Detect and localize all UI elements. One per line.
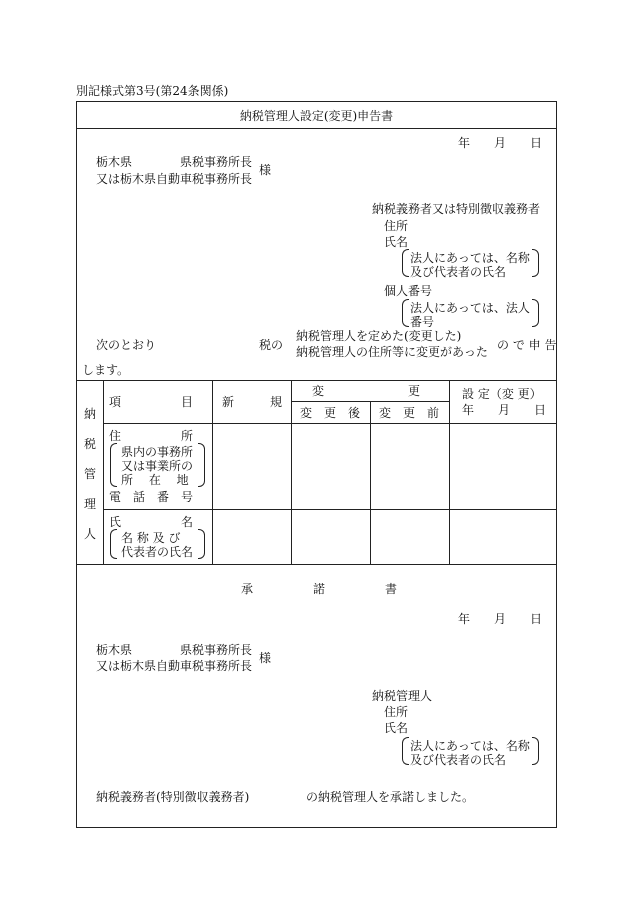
consent-title: 承 諾 書 bbox=[241, 582, 398, 596]
table-top-border bbox=[76, 380, 557, 381]
bracket-right bbox=[532, 299, 539, 327]
table-col-divider bbox=[103, 380, 104, 564]
bracket-left bbox=[402, 299, 409, 327]
row-name-note-1: 名 称 及 び bbox=[121, 531, 181, 545]
header-new: 新 規 bbox=[222, 395, 283, 409]
bracket-right bbox=[532, 737, 539, 765]
row-address-label: 住 所 bbox=[109, 429, 194, 443]
side-label-char: 納 bbox=[84, 407, 97, 421]
header-before: 変 更 前 bbox=[379, 406, 440, 420]
taxpayer-heading: 納税義務者又は特別徴収義務者 bbox=[372, 202, 541, 216]
taxpayer-name-label: 氏名 bbox=[384, 235, 409, 249]
agent-name-label: 氏名 bbox=[384, 721, 409, 735]
side-label-char: 管 bbox=[84, 467, 97, 481]
addressee-line2: 又は栃木県自動車税事務所長 bbox=[96, 172, 253, 186]
row-name-label: 氏 名 bbox=[109, 515, 194, 529]
consent-statement-b: の納税管理人を承諾しました。 bbox=[306, 790, 475, 804]
statement-end: します。 bbox=[82, 363, 130, 377]
consent-addressee-line2: 又は栃木県自動車税事務所長 bbox=[96, 659, 253, 673]
header-change: 変 更 bbox=[312, 384, 421, 398]
consent-addressee-line1: 栃木県 県税事務所長 bbox=[96, 643, 253, 657]
table-bottom-border bbox=[76, 564, 557, 565]
row-address-note-1: 県内の事務所 bbox=[121, 445, 194, 459]
bracket-right bbox=[198, 443, 205, 487]
addressee-line1: 栃木県 県税事務所長 bbox=[96, 155, 253, 169]
id-number-label: 個人番号 bbox=[384, 284, 433, 298]
form-title: 納税管理人設定(変更)申告書 bbox=[239, 109, 394, 123]
row-phone-label: 電 話 番 号 bbox=[109, 490, 194, 504]
header-date-1: 設 定（変 更） bbox=[462, 387, 542, 401]
statement-lead: 次のとおり bbox=[96, 338, 157, 352]
table-subheader-line bbox=[291, 401, 449, 402]
bracket-right bbox=[198, 529, 205, 559]
table-row-divider bbox=[103, 509, 557, 510]
side-label-char: 税 bbox=[84, 437, 97, 451]
row-name-note-2: 代表者の氏名 bbox=[121, 545, 194, 559]
bracket-left bbox=[402, 737, 409, 765]
table-col-divider bbox=[449, 380, 450, 564]
bracket-left bbox=[402, 249, 409, 277]
statement-option-1: 納税管理人を定めた(変更した) bbox=[296, 329, 462, 343]
table-col-divider bbox=[291, 380, 292, 564]
bracket-left bbox=[110, 443, 117, 487]
date-field: 年 月 日 bbox=[458, 136, 543, 150]
agent-address-label: 住所 bbox=[384, 705, 409, 719]
statement-tail: の で 申 告 bbox=[497, 338, 557, 352]
row-address-note-2: 又は事業所の bbox=[121, 459, 194, 473]
taxpayer-address-label: 住所 bbox=[384, 219, 409, 233]
consent-statement-a: 納税義務者(特別徴収義務者) bbox=[96, 790, 250, 804]
addressee-honorific: 様 bbox=[259, 163, 272, 177]
form-code: 別記様式第3号(第24条関係) bbox=[76, 84, 229, 98]
id-note-2: 番号 bbox=[410, 315, 435, 329]
id-note-1: 法人にあっては、法人 bbox=[410, 301, 530, 315]
table-col-divider bbox=[370, 401, 371, 564]
agent-corp-note-1: 法人にあっては、名称 bbox=[410, 739, 530, 753]
consent-date: 年 月 日 bbox=[458, 612, 543, 626]
row-address-note-3: 所 在 地 bbox=[121, 473, 189, 487]
table-header-bottom bbox=[103, 423, 557, 424]
taxpayer-corp-note-2: 及び代表者の氏名 bbox=[410, 265, 507, 279]
agent-corp-note-2: 及び代表者の氏名 bbox=[410, 753, 507, 767]
side-label-char: 人 bbox=[84, 527, 97, 541]
bracket-left bbox=[110, 529, 117, 559]
statement-tax: 税の bbox=[259, 338, 284, 352]
header-after: 変 更 後 bbox=[300, 406, 361, 420]
title-divider bbox=[76, 128, 557, 129]
statement-option-2: 納税管理人の住所等に変更があった bbox=[296, 345, 488, 359]
agent-heading: 納税管理人 bbox=[372, 689, 433, 703]
header-date-2: 年 月 日 bbox=[462, 403, 547, 417]
bracket-right bbox=[532, 249, 539, 277]
side-label-char: 理 bbox=[84, 497, 97, 511]
taxpayer-corp-note-1: 法人にあっては、名称 bbox=[410, 251, 530, 265]
header-item: 項 目 bbox=[109, 395, 194, 409]
table-col-divider bbox=[212, 380, 213, 564]
consent-honorific: 様 bbox=[259, 651, 272, 665]
